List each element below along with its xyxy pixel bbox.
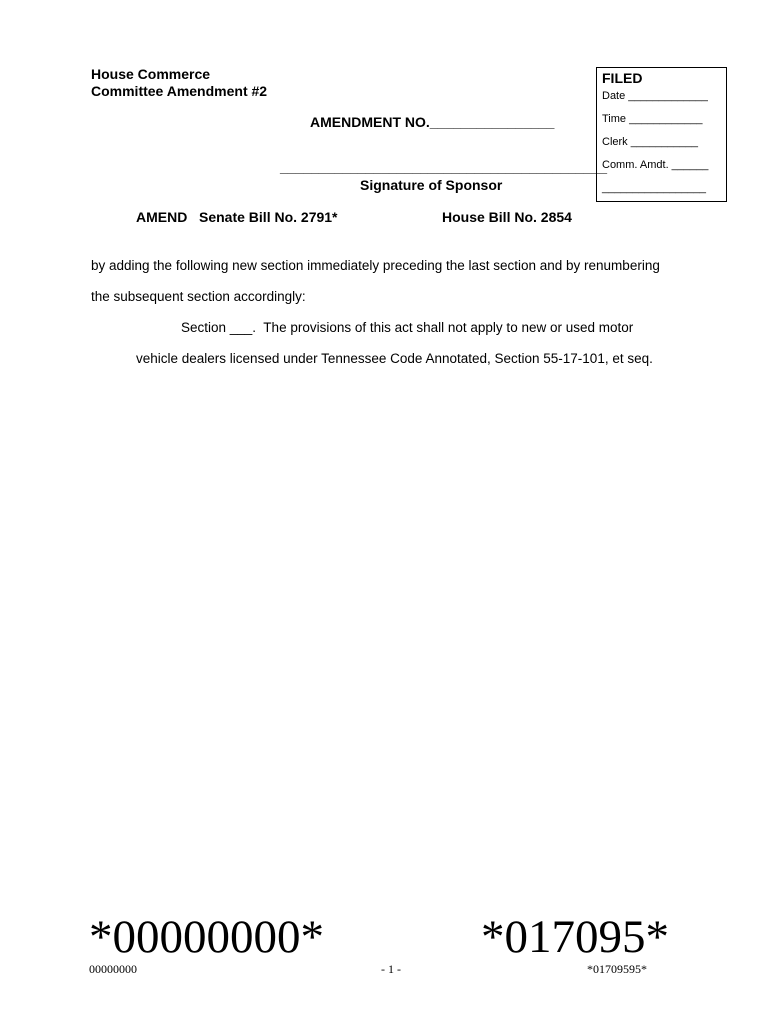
filed-clerk: Clerk ___________ [602, 136, 699, 148]
signature-line: __________________________________________ [280, 159, 608, 175]
committee-name: House Commerce [91, 66, 211, 82]
page-number: - 1 - [381, 962, 401, 976]
filed-time: Time ____________ [602, 113, 703, 125]
body-paragraph-1-line-2: the subsequent section accordingly: [91, 289, 306, 304]
amendment-number: AMENDMENT NO.________________ [310, 114, 555, 130]
body-paragraph-2-line-2: vehicle dealers licensed under Tennessee Code Annotated, Section 55-17-101, et seq. [136, 351, 653, 366]
amend-label: AMEND [136, 209, 188, 225]
committee-amendment-label: Committee Amendment #2 [91, 83, 268, 99]
body-paragraph-2-line-1: Section ___. The provisions of this act shall not apply to new or used motor [181, 320, 634, 335]
filed-title: FILED [602, 70, 643, 86]
barcode-left: *00000000* [89, 911, 324, 963]
filed-comm-amdt: Comm. Amdt. ______ [602, 159, 709, 171]
filed-blank-line: _________________ [602, 182, 707, 194]
house-bill-number: House Bill No. 2854 [442, 209, 572, 225]
filed-date: Date _____________ [602, 90, 708, 102]
footer-left-code: 00000000 [89, 962, 137, 976]
filed-box [596, 67, 727, 202]
body-paragraph-1-line-1: by adding the following new section immediately preceding the last section and by renumbering [91, 258, 660, 273]
barcode-right: *017095* [481, 911, 669, 963]
footer-right-code: *01709595* [587, 962, 647, 976]
signature-label: Signature of Sponsor [360, 177, 503, 193]
senate-bill-number: Senate Bill No. 2791* [199, 209, 338, 225]
